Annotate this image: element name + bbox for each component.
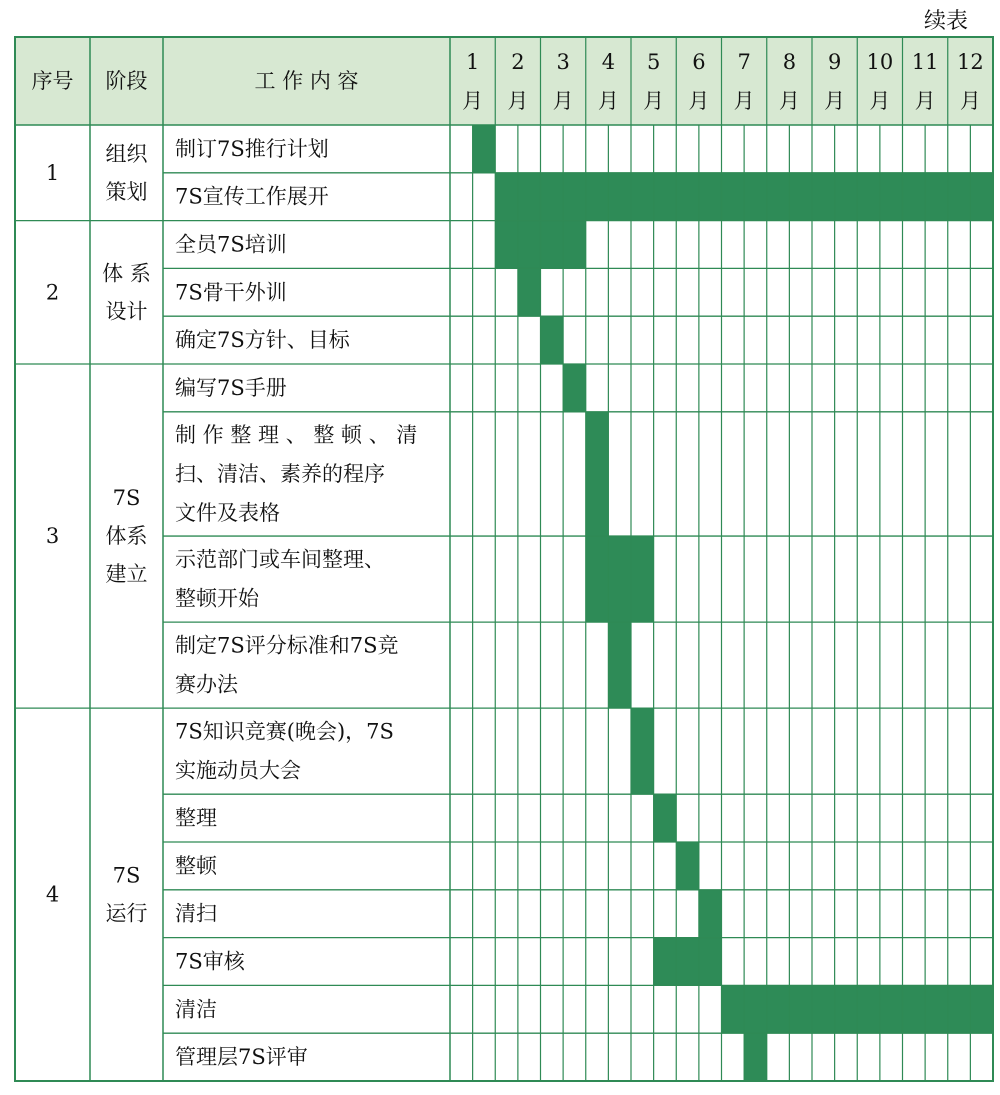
month-number: 6: [692, 50, 706, 74]
gantt-bar: [744, 1033, 767, 1081]
month-number: 7: [737, 50, 751, 74]
group-seq-number: 4: [45, 882, 60, 907]
month-number: 10: [866, 50, 894, 74]
task-description: 确定7S方针、目标: [175, 328, 350, 353]
month-number: 4: [601, 50, 616, 74]
group-stage-label: 7S: [112, 863, 141, 888]
month-number: 2: [511, 50, 525, 74]
task-description: 7S宣传工作展开: [175, 184, 329, 209]
gantt-bar: [699, 890, 722, 938]
month-unit: 月: [462, 89, 484, 113]
month-number: 11: [911, 50, 939, 74]
group-seq-number: 3: [45, 524, 60, 549]
task-description: 管理层7S评审: [175, 1045, 308, 1070]
task-description: 制订7S推行计划: [175, 136, 329, 161]
month-unit: 月: [959, 89, 981, 113]
month-number: 8: [782, 50, 797, 74]
month-unit: 月: [824, 89, 846, 113]
group-stage-label: 组织: [105, 141, 148, 166]
month-number: 9: [827, 50, 842, 74]
group-stage-label: 7S: [112, 486, 141, 511]
gantt-bar: [563, 364, 586, 412]
month-unit: 月: [688, 89, 710, 113]
task-description: 清洁: [175, 997, 217, 1022]
task-description: 7S知识竞赛(晚会)，7S: [175, 719, 394, 744]
month-unit: 月: [552, 89, 574, 113]
month-unit: 月: [869, 89, 891, 113]
month-unit: 月: [914, 89, 936, 113]
group-stage-label: 运行: [105, 901, 148, 926]
month-number: 5: [646, 50, 661, 74]
gantt-bar: [654, 794, 677, 842]
task-description: 制定7S评分标准和7S竞: [175, 633, 399, 658]
header-background: [15, 37, 993, 125]
task-description: 整理: [175, 806, 217, 831]
group-stage-label: 体 系: [102, 261, 151, 286]
gantt-bar: [631, 708, 654, 794]
continued-label: 续表: [923, 9, 968, 34]
gantt-bar: [654, 938, 722, 986]
group-stage-label: 建立: [105, 562, 148, 587]
month-unit: 月: [597, 89, 619, 113]
gantt-bar: [586, 536, 654, 622]
month-unit: 月: [643, 89, 665, 113]
group-stage-label: 设计: [105, 299, 148, 324]
task-description: 文件及表格: [175, 500, 280, 525]
header-content: 工 作 内 容: [254, 69, 359, 93]
month-number: 3: [556, 50, 570, 74]
gantt-bar: [608, 622, 631, 708]
task-description: 制 作 整 理 、 整 顿 、 清: [175, 422, 418, 447]
task-description: 7S骨干外训: [175, 280, 287, 305]
group-seq-number: 2: [45, 280, 60, 305]
task-description: 整顿开始: [175, 586, 259, 611]
group-stage-label: 体系: [105, 524, 148, 549]
gantt-bar: [518, 268, 541, 316]
header-seq: 序号: [31, 69, 74, 93]
gantt-bar: [541, 316, 564, 364]
gantt-bar: [676, 842, 699, 890]
group-stage-label: 策划: [105, 179, 148, 204]
task-description: 扫、清洁、素养的程序: [175, 461, 385, 486]
month-number: 1: [465, 50, 480, 74]
task-description: 整顿: [175, 853, 217, 878]
task-description: 实施动员大会: [175, 758, 301, 783]
month-unit: 月: [733, 89, 755, 113]
month-unit: 月: [778, 89, 800, 113]
header-stage: 阶段: [105, 69, 148, 93]
task-description: 编写7S手册: [175, 375, 287, 400]
task-description: 示范部门或车间整理、: [175, 547, 385, 572]
task-description: 赛办法: [175, 672, 238, 697]
task-description: 清扫: [175, 901, 217, 926]
gantt-bar: [473, 125, 496, 173]
month-number: 12: [957, 50, 984, 74]
group-seq-number: 1: [45, 160, 60, 185]
task-description: 全员7S培训: [175, 232, 287, 257]
gantt-bar: [586, 412, 609, 536]
task-description: 7S审核: [175, 949, 245, 974]
month-unit: 月: [507, 89, 529, 113]
